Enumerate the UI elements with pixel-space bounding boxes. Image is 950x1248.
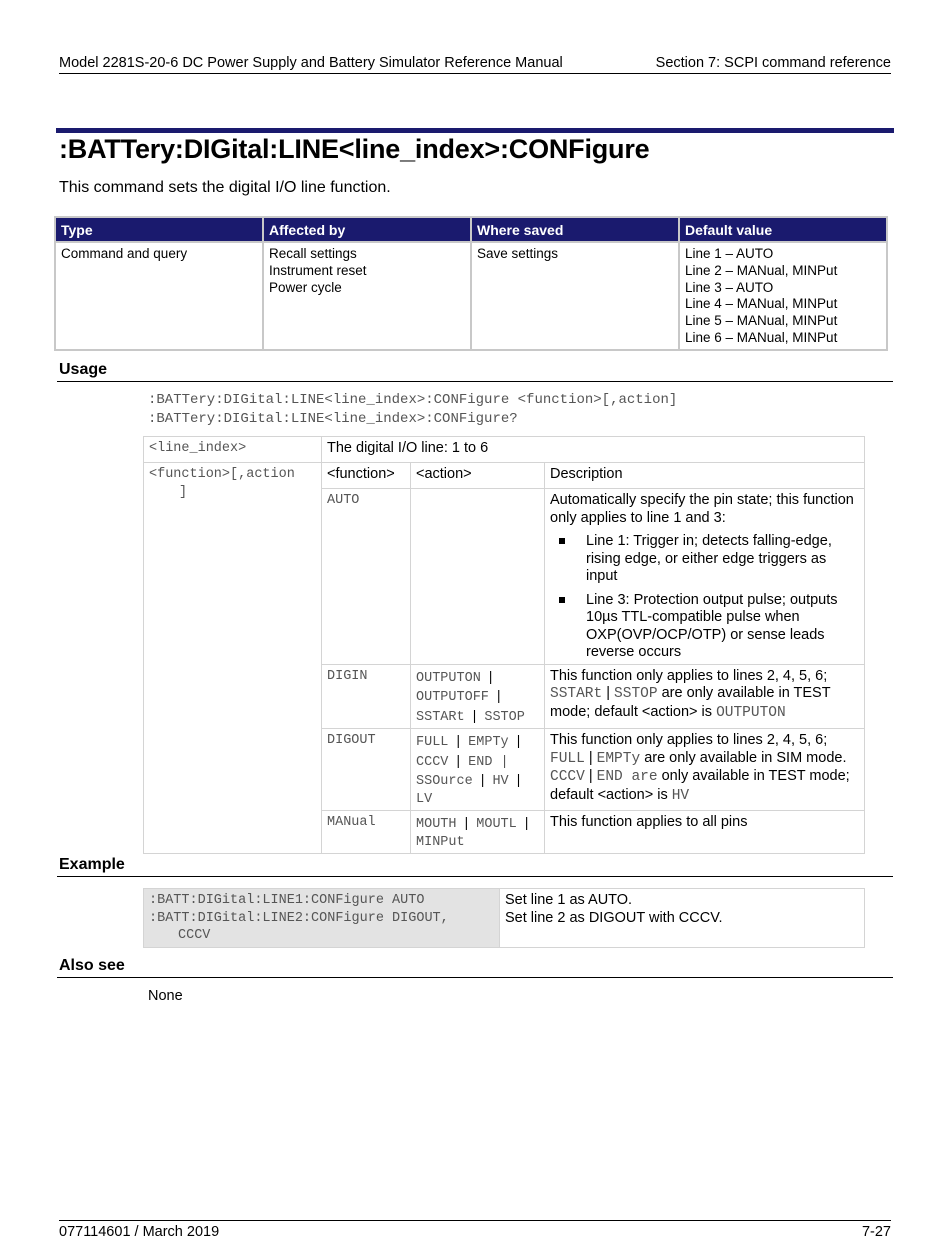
also-see-text: None [148, 988, 183, 1004]
example-table [143, 888, 865, 948]
bullet-text: Line 1: Trigger in; detects falling-edge, rising edge, or either edge triggers as input [586, 533, 832, 584]
attr-affected-by [263, 242, 471, 350]
example-description [500, 889, 865, 948]
page-header-right: Section 7: SCPI command reference [655, 55, 891, 71]
parameters-table [143, 436, 865, 854]
action-code: FULL [416, 735, 449, 750]
param-line-index-desc: The digital I/O line: 1 to 6 [322, 437, 865, 463]
function-digout: DIGOUT [322, 729, 411, 811]
title-bar [56, 128, 894, 133]
footer-left: 077114601 / March 2019 [59, 1224, 220, 1240]
action-code: SSTOP [484, 709, 525, 725]
action-code: MINPut [416, 834, 465, 850]
usage-code-line: :BATTery:DIGital:LINE<line_index>:CONFigure <function>[,action] [148, 392, 678, 408]
param-line-index: <line_index> [144, 437, 322, 463]
param-function [144, 463, 322, 854]
col-action-header: <action> [411, 463, 545, 489]
attr-header-type: Type [55, 217, 263, 242]
affected-item: Instrument reset [269, 262, 367, 278]
function-auto: AUTO [322, 489, 411, 665]
example-desc-line: Set line 1 as AUTO. [505, 892, 633, 908]
default-item: Line 2 – MANual, MINPut [685, 262, 838, 278]
action-code: OUTPUTON [416, 670, 481, 686]
attr-type: Command and query [55, 242, 263, 350]
desc-code: CCCV [550, 769, 585, 785]
action-code: END [468, 754, 493, 770]
param-function-text-cont: ] [179, 484, 188, 500]
header-rule [59, 73, 891, 74]
desc-text: are only available in TEST mode; default <action> is [550, 685, 831, 720]
page-header-left: Model 2281S-20-6 DC Power Supply and Battery Simulator Reference Manual [59, 55, 563, 71]
action-code: LV [416, 791, 433, 807]
action-code: SSOurce [416, 774, 473, 789]
also-see-heading: Also see [59, 957, 125, 974]
action-auto [411, 489, 545, 665]
example-rule [57, 876, 893, 877]
action-code: EMPTy [468, 735, 509, 750]
attributes-table [54, 216, 888, 351]
desc-code: SSTOP [614, 686, 658, 702]
attr-default-value [679, 242, 887, 350]
attr-where-saved: Save settings [471, 242, 679, 350]
attr-header-default: Default value [679, 217, 887, 242]
desc-code: FULL [550, 750, 585, 767]
col-description-header: Description [545, 463, 865, 489]
bullet-text: Line 3: Protection output pulse; outputs 10µs TTL-compatible pulse when OXP(OVP/OCP/OTP) or sense leads reverse occurs [586, 591, 838, 660]
footer-rule [59, 1220, 891, 1221]
attr-header-saved: Where saved [471, 217, 679, 242]
bullet-square-icon [559, 597, 565, 603]
desc-code: HV [671, 787, 690, 804]
also-see-rule [57, 977, 893, 978]
bullet-item [550, 592, 859, 662]
affected-item: Recall settings [269, 246, 357, 261]
usage-heading: Usage [59, 361, 108, 378]
page-number: 7-27 [861, 1224, 891, 1240]
usage-code [148, 391, 677, 429]
action-manual: MOUTH | MOUTL | MINPut [411, 811, 545, 854]
desc-manual: This function applies to all pins [545, 811, 865, 854]
action-digout: FULL | EMPTy | CCCV | END | SSOurce | HV | LV [411, 729, 545, 811]
example-heading: Example [59, 856, 125, 873]
attr-header-affected: Affected by [263, 217, 471, 242]
default-item: Line 4 – MANual, MINPut [685, 296, 838, 312]
desc-text: are only available in SIM mode. [644, 749, 847, 766]
action-code: CCCV [416, 754, 449, 770]
desc-text: only available in TEST mode; default <action> is [550, 768, 850, 803]
example-code [144, 889, 500, 948]
desc-digout: This function only applies to lines 2, 4, 5, 6; FULL | EMPTy are only available in SIM mode. CCCV | END are only available in TEST mode; default <action> is HV [545, 729, 865, 811]
example-code-line: CCCV [178, 928, 211, 943]
param-function-text: <function>[,action [149, 467, 295, 482]
example-code-line: :BATT:DIGital:LINE1:CONFigure AUTO [149, 893, 425, 908]
desc-code: END are [596, 769, 658, 785]
desc-digin: This function only applies to lines 2, 4, 5, 6; SSTARt | SSTOP are only available in TEST mode; default <action> is OUTPUTON [545, 664, 865, 729]
desc-code: OUTPUTON [716, 704, 786, 721]
affected-item: Power cycle [269, 279, 342, 295]
desc-text: This function only applies to lines 2, 4, 5, 6; [550, 732, 828, 748]
desc-text: This function only applies to lines 2, 4, 5, 6; [550, 667, 828, 684]
default-item: Line 3 – AUTO [685, 279, 774, 295]
desc-code: EMPTy [596, 750, 641, 767]
default-item: Line 6 – MANual, MINPut [685, 329, 838, 345]
action-code: HV [492, 774, 509, 789]
desc-auto-text: Automatically specify the pin state; this function only applies to line 1 and 3: [550, 492, 854, 526]
example-desc-line: Set line 2 as DIGOUT with CCCV. [505, 909, 723, 926]
action-digin: OUTPUTON | OUTPUTOFF | SSTARt | SSTOP [411, 664, 545, 729]
action-code: MOUTH [416, 817, 457, 832]
example-code-line: :BATT:DIGital:LINE2:CONFigure DIGOUT, [149, 910, 449, 926]
function-digin: DIGIN [322, 664, 411, 729]
bullet-item [550, 533, 859, 586]
bullet-square-icon [559, 538, 565, 544]
desc-auto [545, 489, 865, 665]
default-item: Line 5 – MANual, MINPut [685, 313, 838, 329]
page-title: :BATTery:DIGital:LINE<line_index>:CONFigure [59, 134, 650, 164]
action-code: OUTPUTOFF [416, 690, 489, 705]
usage-rule [57, 381, 893, 382]
intro-text: This command sets the digital I/O line function. [59, 179, 391, 196]
action-code: MOUTL [476, 817, 517, 832]
action-code: SSTARt [416, 709, 465, 725]
desc-code: SSTARt [550, 686, 603, 702]
function-manual: MANual [322, 811, 411, 854]
col-function-header: <function> [322, 463, 411, 489]
default-item: Line 1 – AUTO [685, 246, 774, 261]
usage-code-line: :BATTery:DIGital:LINE<line_index>:CONFigure? [148, 411, 518, 427]
